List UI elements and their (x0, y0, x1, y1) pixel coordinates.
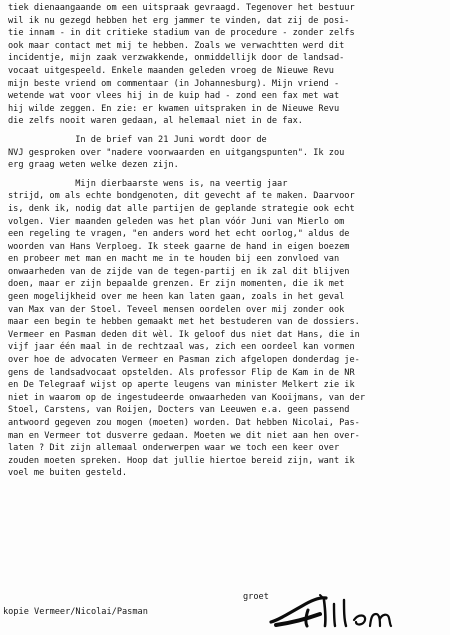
text-line: wetende wat voor vlees hij in de kuip had - zond een fax met wat (8, 91, 340, 102)
text-line: maar een begin te hebben gemaakt met het bestuderen van de dossiers. (8, 317, 360, 328)
text-line: laten ? Dit zijn allemaal onderwerpen waar we toch een keer over (8, 443, 340, 454)
text-line: tiek dienaangaande om een uitspraak gevraagd. Tegenover het bestuur (8, 3, 355, 13)
text-line: Stoel, Carstens, van Roijen, Docters van Leeuwen e.a. geen passend (8, 405, 350, 416)
text-line: en De Telegraaf wijst op aperte leugens van minister Melkert zie ik (8, 380, 355, 391)
text-line: een regeling te vragen, "en anders word het echt oorlog," aldus de (8, 229, 350, 240)
text-line: man en Vermeer tot dusverre gedaan. Moeten we dit niet aan hen over- (8, 430, 360, 441)
text-line: onwaarheden van de zijde van de tegen-partij en ik zal dit blijven (8, 266, 350, 277)
text-line: wil ik nu gezegd hebben het erg jammer te vinden, dat zij de posi- (8, 15, 350, 26)
text-line: Vermeer en Pasman deden dit wèl. Ik geloof dus niet dat Hans, die in (8, 329, 360, 340)
text-line: en probeer met man en macht me in te houden bij een zonvloed van (8, 254, 340, 265)
text-line: erg graag weten welke dezen zijn. (8, 160, 179, 171)
signature-drawing (268, 592, 418, 632)
text-line: woorden van Hans Verploeg. Ik steek gaarne de hand in eigen boezem (8, 241, 350, 252)
text-line: ook maar contact met mij te hebben. Zoals we verwachtten werd dit (8, 40, 345, 51)
text-line: voel me buiten gesteld. (8, 468, 127, 479)
text-line: van Max van der Stoel. Teveel mensen oordelen over mij zonder ook (8, 304, 345, 315)
text-line: mijn beste vriend om commentaar (in Johannesburg). Mijn vriend - (8, 78, 340, 89)
text-line: vocaat uitgespeeld. Enkele maanden geleden vroeg de Nieuwe Revu (8, 65, 334, 76)
text-line: hij wilde zeggen. En zie: er kwamen uitspraken in de Nieuwe Revu (8, 103, 340, 114)
handwritten-signature (268, 592, 418, 632)
text-line: niet in waarom op de ingestudeerde onwaarheden van Kooijmans, van der (8, 392, 365, 403)
paragraph-3 (8, 178, 448, 480)
text-line: doen, maar er zijn bepaalde grenzen. Er zijn momenten, die ik met (8, 279, 345, 290)
text-line: antwoord gegeven zou mogen (moeten) worden. Dat hebben Nicolai, Pas- (8, 418, 360, 428)
text-line: tie innam - in dit critieke stadium van de procedure - zonder zelfs (8, 28, 355, 39)
copy-recipients: kopie Vermeer/Nicolai/Pasman (3, 607, 148, 617)
text-line: In de brief van 21 Juni wordt door de (8, 134, 267, 145)
text-line: volgen. Vier maanden geleden was het plan vóór Juni van Mierlo om (8, 216, 345, 227)
text-line: die zelfs nooit waren gedaan, al helemaal niet in de fax. (8, 116, 303, 127)
text-line: zouden moeten spreken. Hoop dat jullie hiertoe bereid zijn, want ik (8, 455, 355, 466)
paragraph-2 (8, 134, 448, 172)
text-line: is, denk ik, nodig dat alle partijen de geplande strategie ook echt (8, 203, 355, 214)
text-line: incidentje, mijn zaak verzwakkende, onmiddellijk door de landsad- (8, 53, 345, 64)
text-line: vijf jaar één maal in de rechtzaal was, zich een oordeel kan vormen (8, 342, 355, 353)
closing-greeting: groet (243, 592, 269, 602)
text-line: over hoe de advocaten Vermeer en Pasman zich afgelopen donderdag je- (8, 355, 360, 366)
text-line: geen mogelijkheid over me heen kan laten gaan, zoals in het geval (8, 292, 345, 303)
letter-body (8, 2, 448, 480)
text-line: strijd, om als echte bondgenoten, dit gevecht af te maken. Daarvoor (8, 191, 355, 202)
text-line: Mijn dierbaarste wens is, na veertig jaar (8, 178, 288, 189)
paragraph-1 (8, 2, 448, 128)
text-line: NVJ gesproken over "nadere voorwaarden en uitgangspunten". Ik zou (8, 147, 345, 158)
text-line: gens de landsadvocaat opstelden. Als professor Flip de Kam in de NR (8, 367, 355, 378)
